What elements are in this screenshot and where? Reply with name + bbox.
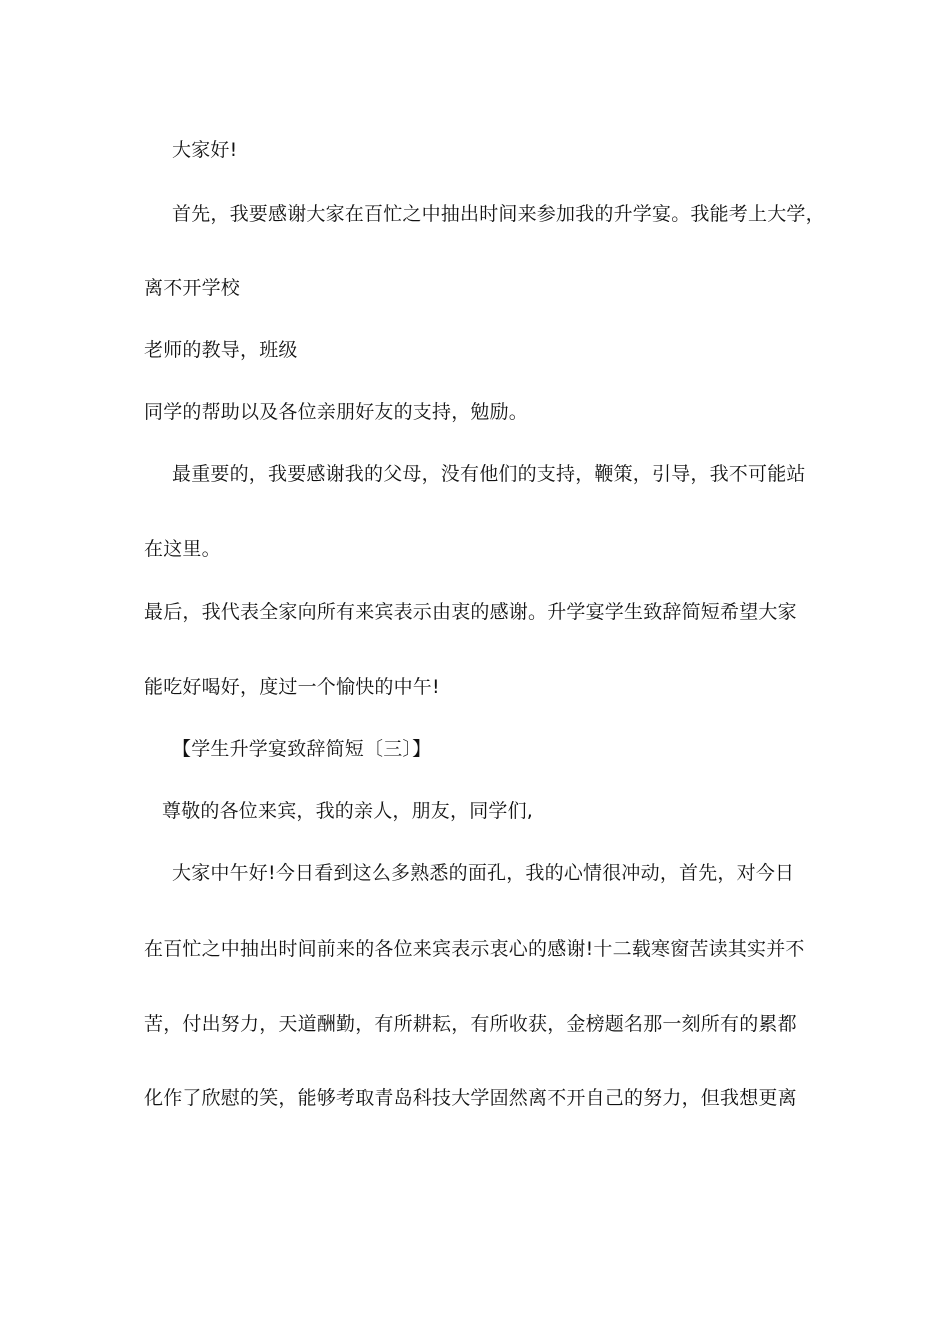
text-line-school: 离不开学校 [144,277,241,299]
text-line-classmates: 同学的帮助以及各位亲朋好友的支持，勉励。 [144,401,529,423]
text-line-teachers: 老师的教导，班级 [144,339,298,361]
text-line-thanks-guests: 首先，我要感谢大家在百忙之中抽出时间来参加我的升学宴。我能考上大学， [172,203,825,225]
text-line-twelve-years: 在百忙之中抽出时间前来的各位来宾表示衷心的感谢!十二载寒窗苦读其实并不 [144,938,805,960]
text-line-salutation: 尊敬的各位来宾，我的亲人，朋友，同学们, [162,800,534,822]
text-line-hard-work: 苦，付出努力，天道酬勤，有所耕耘，有所收获，金榜题名那一刻所有的累都 [144,1013,797,1035]
section-heading: 【学生升学宴致辞简短〔三〕】 [172,738,432,760]
text-line-university: 化作了欣慰的笑，能够考取青岛科技大学固然离不开自己的努力，但我想更离 [144,1087,797,1109]
text-line-good-noon: 大家中午好!今日看到这么多熟悉的面孔，我的心情很冲动，首先，对今日 [172,862,795,884]
text-line-finally: 最后，我代表全家向所有来宾表示由衷的感谢。升学宴学生致辞简短希望大家 [144,601,797,623]
text-line-enjoy-meal: 能吃好喝好，度过一个愉快的中午! [144,676,440,698]
text-line-parents: 最重要的，我要感谢我的父母，没有他们的支持，鞭策，引导，我不可能站 [172,463,806,485]
text-line-here: 在这里。 [144,538,221,560]
text-line-greeting: 大家好! [172,139,238,161]
